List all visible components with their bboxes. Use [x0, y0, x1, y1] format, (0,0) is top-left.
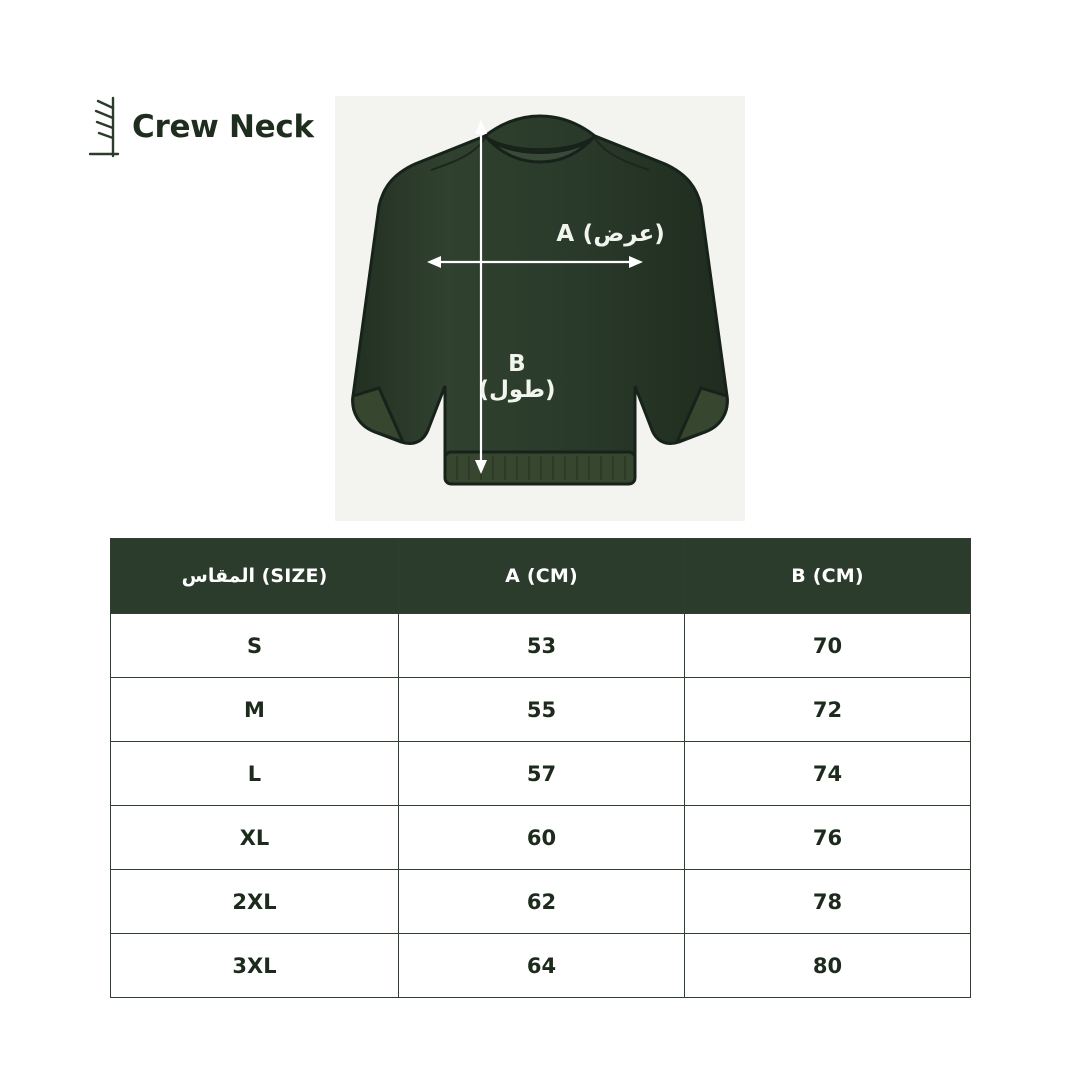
cell-a: 62: [399, 870, 685, 934]
cell-b: 76: [685, 806, 971, 870]
cell-a: 57: [399, 742, 685, 806]
table-row: [111, 614, 971, 678]
tree-logo-icon: [88, 96, 122, 158]
cell-b: 78: [685, 870, 971, 934]
garment-illustration: [335, 96, 745, 521]
table-row: [111, 806, 971, 870]
cell-a: 53: [399, 614, 685, 678]
cell-b: 70: [685, 614, 971, 678]
cell-size: S: [111, 614, 399, 678]
table-header-row: [111, 539, 971, 614]
cell-b: 72: [685, 678, 971, 742]
column-header-a: A (CM): [399, 539, 685, 614]
brand-header: [88, 96, 314, 158]
cell-size: L: [111, 742, 399, 806]
cell-a: 60: [399, 806, 685, 870]
dimension-a-label: A (عرض): [556, 221, 665, 247]
cell-size: 3XL: [111, 934, 399, 998]
cell-a: 64: [399, 934, 685, 998]
cell-size: 2XL: [111, 870, 399, 934]
dimension-b-line2: (طول): [478, 376, 556, 403]
table-row: [111, 742, 971, 806]
column-header-size: المقاس (SIZE): [111, 539, 399, 614]
cell-size: M: [111, 678, 399, 742]
cell-size: XL: [111, 806, 399, 870]
dimension-b-label: [452, 352, 582, 404]
table-row: [111, 870, 971, 934]
column-header-b: B (CM): [685, 539, 971, 614]
table-row: [111, 934, 971, 998]
page-title: Crew Neck: [132, 108, 314, 145]
sweatshirt-shape: [353, 116, 728, 484]
table-body: [111, 614, 971, 998]
cell-b: 80: [685, 934, 971, 998]
table-header: [111, 539, 971, 614]
size-chart-table: [110, 538, 971, 998]
cell-a: 55: [399, 678, 685, 742]
table-row: [111, 678, 971, 742]
cell-b: 74: [685, 742, 971, 806]
dimension-b-line1: B: [508, 351, 526, 377]
